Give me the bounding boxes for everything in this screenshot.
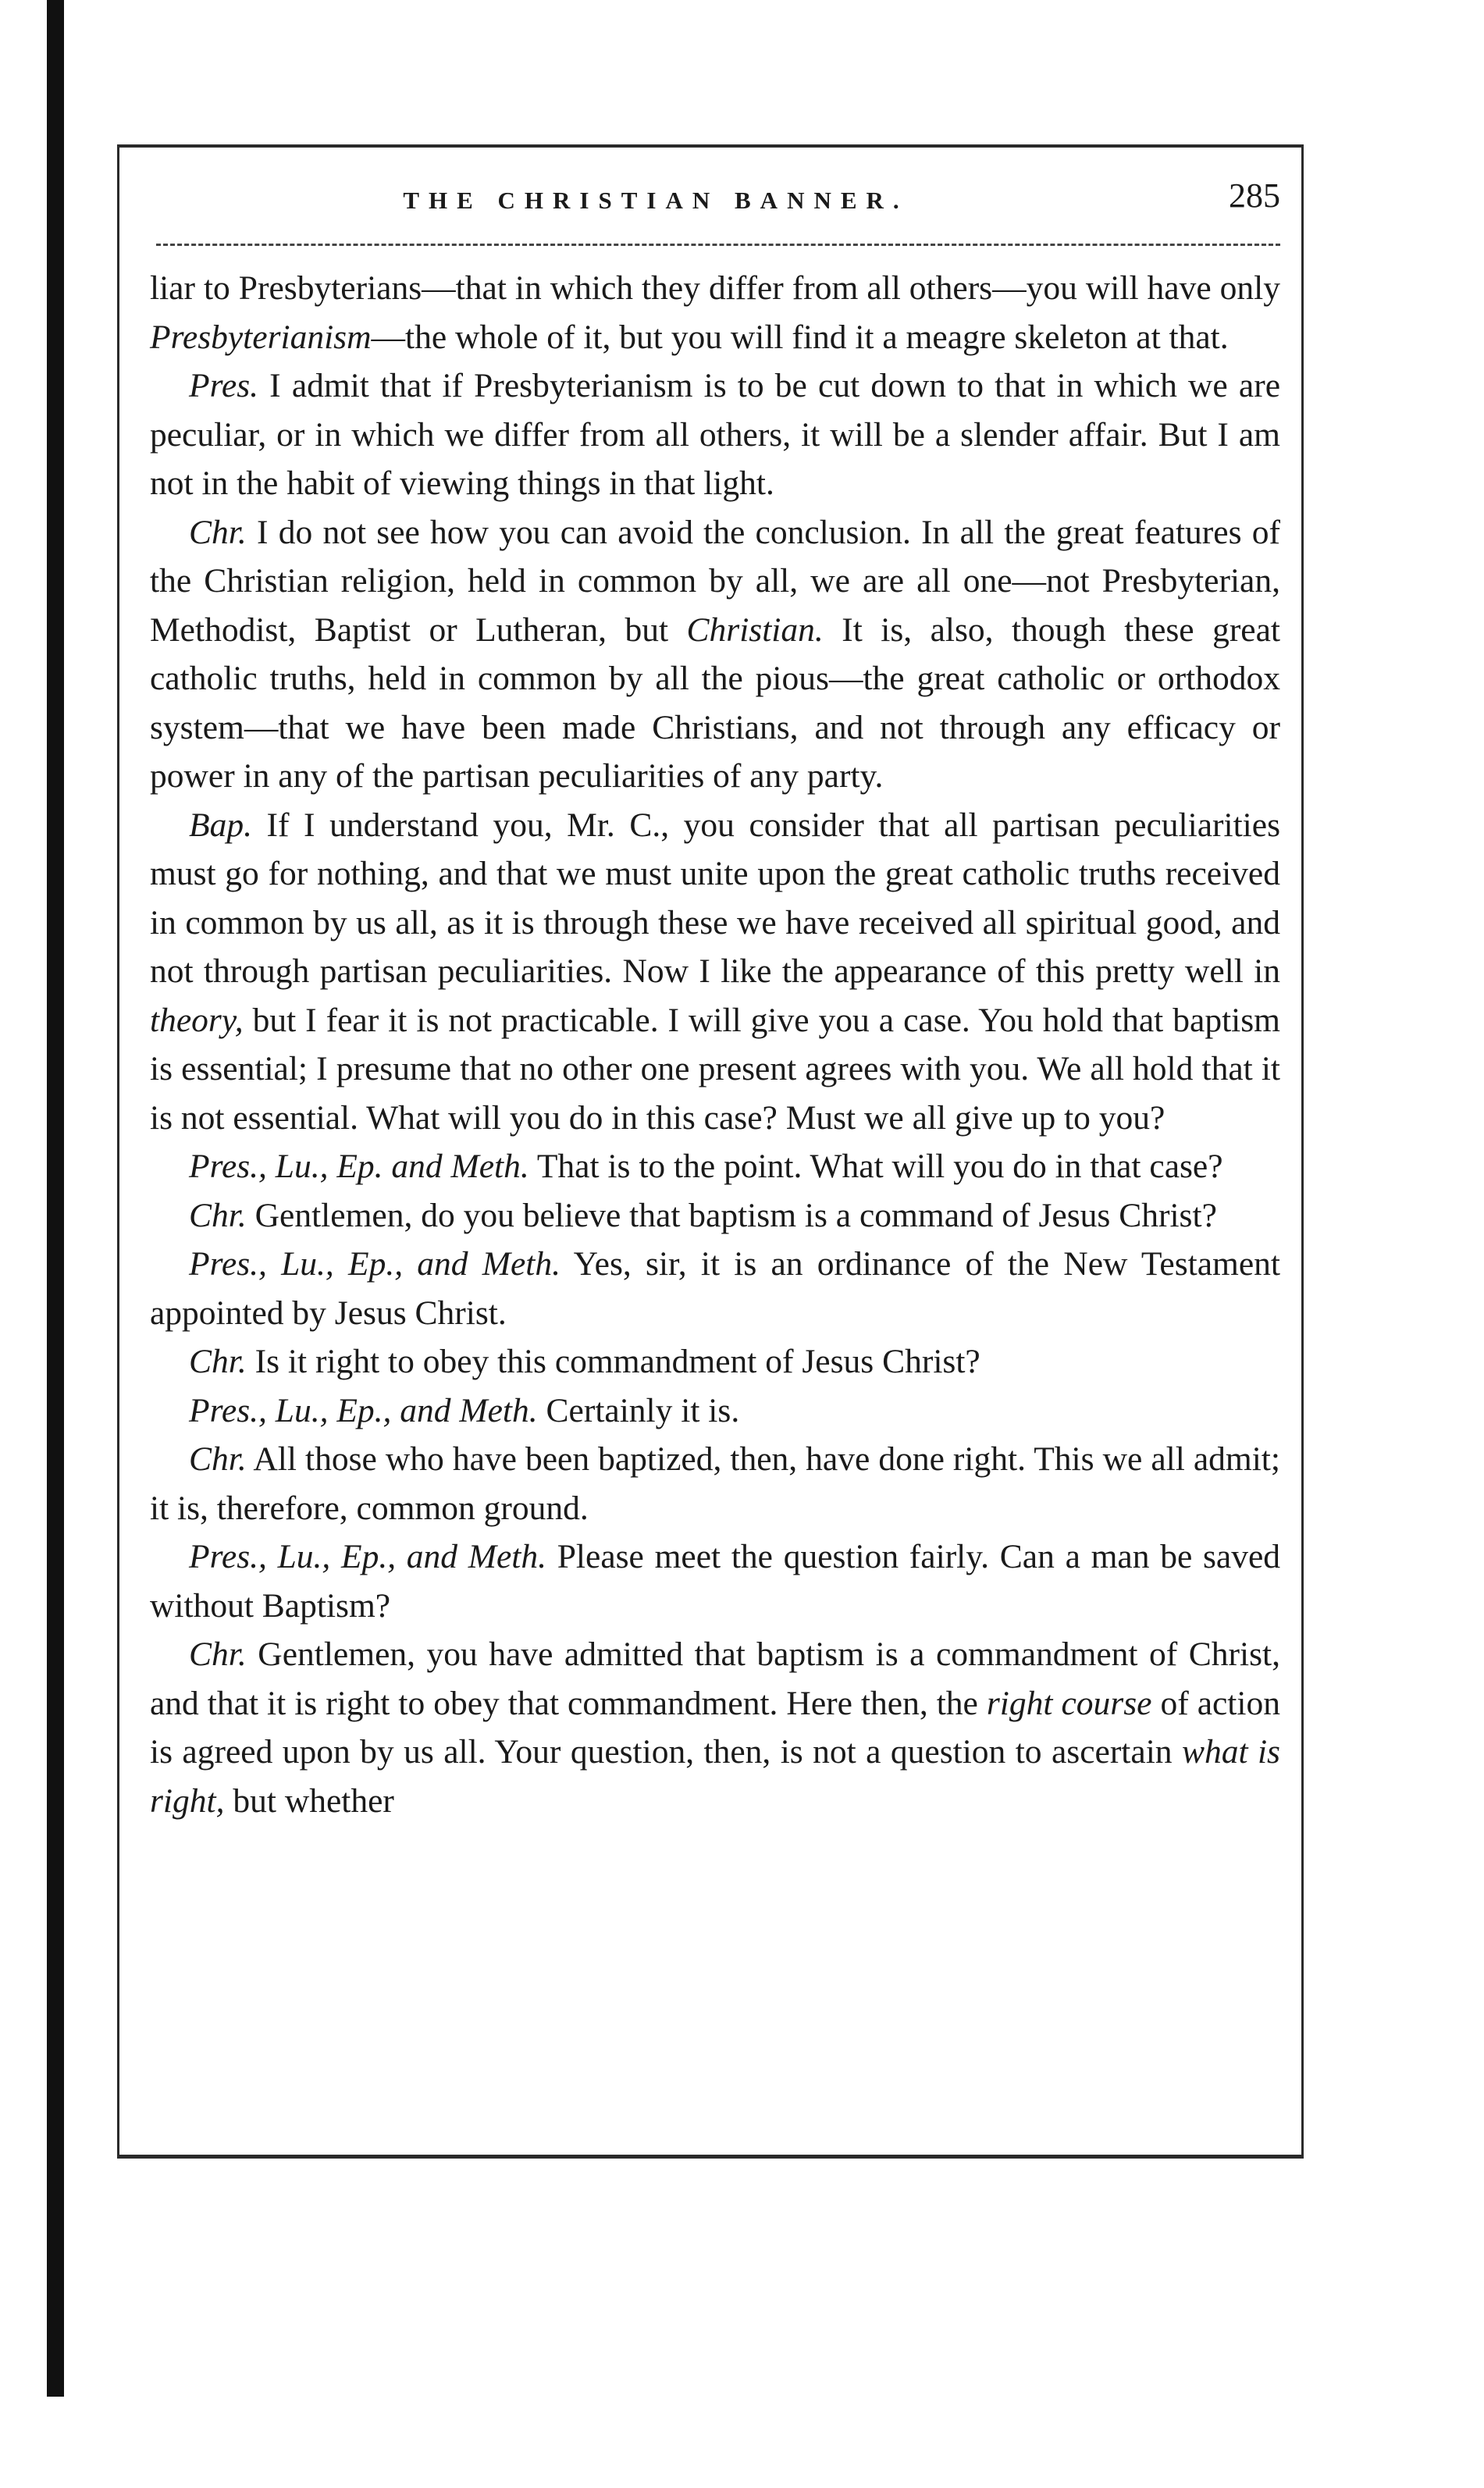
emphasis-text: Christian. <box>686 610 824 649</box>
text-run: Certainly it is. <box>546 1391 740 1429</box>
paragraph <box>150 264 1280 361</box>
binding-edge <box>47 0 64 2397</box>
paragraph <box>150 1240 1280 1337</box>
emphasis-text: right course <box>986 1684 1152 1722</box>
speaker-label: Chr. <box>189 513 247 551</box>
text-run: That is to the point. What will you do in that case? <box>536 1148 1223 1185</box>
paragraph <box>150 1337 1280 1386</box>
text-run: I admit that if Presbyterianism is to be cut down to that in which we are peculiar, or in which we differ from all others, it will be a slender affair. But I am not in the habit of viewing things in that light. <box>150 367 1280 502</box>
speaker-label: Pres., Lu., Ep., and Meth. <box>189 1538 547 1575</box>
speaker-label: Chr. <box>189 1636 247 1673</box>
page-header <box>148 176 1280 230</box>
text-run: Please meet the question fairly. Can a man be saved without Baptism? <box>150 1538 1281 1625</box>
text-run: Yes, sir, it is an ordinance of the New Testament appointed by Jesus Christ. <box>150 1245 1280 1332</box>
paragraph <box>150 1532 1280 1630</box>
speaker-label: Pres., Lu., Ep., and Meth. <box>189 1245 561 1283</box>
paragraph <box>150 801 1280 1143</box>
page-number: 285 <box>1229 176 1280 215</box>
text-run: —the whole of it, but you will find it a meagre skeleton at that. <box>371 318 1229 356</box>
paragraph <box>150 1386 1280 1436</box>
text-run: If I understand you, Mr. C., you consider that all partisan peculiarities must go for nothing, and that we must unite upon the great catholic truths received in common by us all, as it is through these we have received all spiritual good, and not through partisan peculiarities. Now I like the appearance of this pretty well in <box>150 806 1281 990</box>
speaker-label: Bap. <box>189 806 252 844</box>
paragraph <box>150 1630 1280 1825</box>
paragraph <box>150 1142 1280 1191</box>
text-run: I do not see how you can avoid the conclusion. In all the great features of the Christian religion, held in common by all, we are all one—not Presbyterian, Methodist, Baptist or Lutheran, but <box>150 513 1281 649</box>
emphasis-text: theory, <box>150 1001 244 1039</box>
text-run: of action is agreed upon by us all. Your question, then, is not a question to ascertain <box>150 1684 1280 1771</box>
paragraph <box>150 1191 1280 1240</box>
header-rule <box>156 244 1280 246</box>
body-text <box>150 264 1280 1825</box>
paragraph <box>150 1435 1280 1532</box>
text-run: liar to Presbyterians—that in which they differ from all others—you will have only <box>150 269 1280 307</box>
text-run: Gentlemen, you have admitted that baptism is a commandment of Christ, and that it is right to obey that commandment. Here then, the <box>150 1636 1281 1722</box>
speaker-label: Pres. <box>189 367 258 404</box>
running-title: THE CHRISTIAN BANNER. <box>403 187 909 214</box>
text-run: All those who have been baptized, then, have done right. This we all admit; it is, therefore, common ground. <box>150 1440 1280 1527</box>
text-run: but I fear it is not practicable. I will give you a case. You hold that baptism is essential; I presume that no other one present agrees with you. We all hold that it is not essential. What will you do in this case? Must we all give up to you? <box>150 1001 1280 1137</box>
speaker-label: Chr. <box>189 1440 247 1478</box>
text-run: Gentlemen, do you believe that baptism is a command of Jesus Christ? <box>254 1196 1217 1234</box>
speaker-label: Chr. <box>189 1196 247 1234</box>
emphasis-text: Presbyterianism <box>150 318 372 356</box>
text-run: It is, also, though these great catholic truths, held in common by all the pious—the great catholic or orthodox system—that we have been made Christians, and not through any efficacy or power in any of the partisan peculiarities of any party. <box>150 610 1280 795</box>
speaker-label: Chr. <box>189 1343 247 1380</box>
speaker-label: Pres., Lu., Ep. and Meth. <box>189 1148 529 1185</box>
paragraph <box>150 508 1280 801</box>
speaker-label: Pres., Lu., Ep., and Meth. <box>189 1391 538 1429</box>
text-run: Is it right to obey this commandment of Jesus Christ? <box>254 1343 980 1380</box>
emphasis-text: what is right, <box>150 1733 1280 1820</box>
paragraph <box>150 361 1280 508</box>
text-run: but whether <box>224 1781 394 1820</box>
